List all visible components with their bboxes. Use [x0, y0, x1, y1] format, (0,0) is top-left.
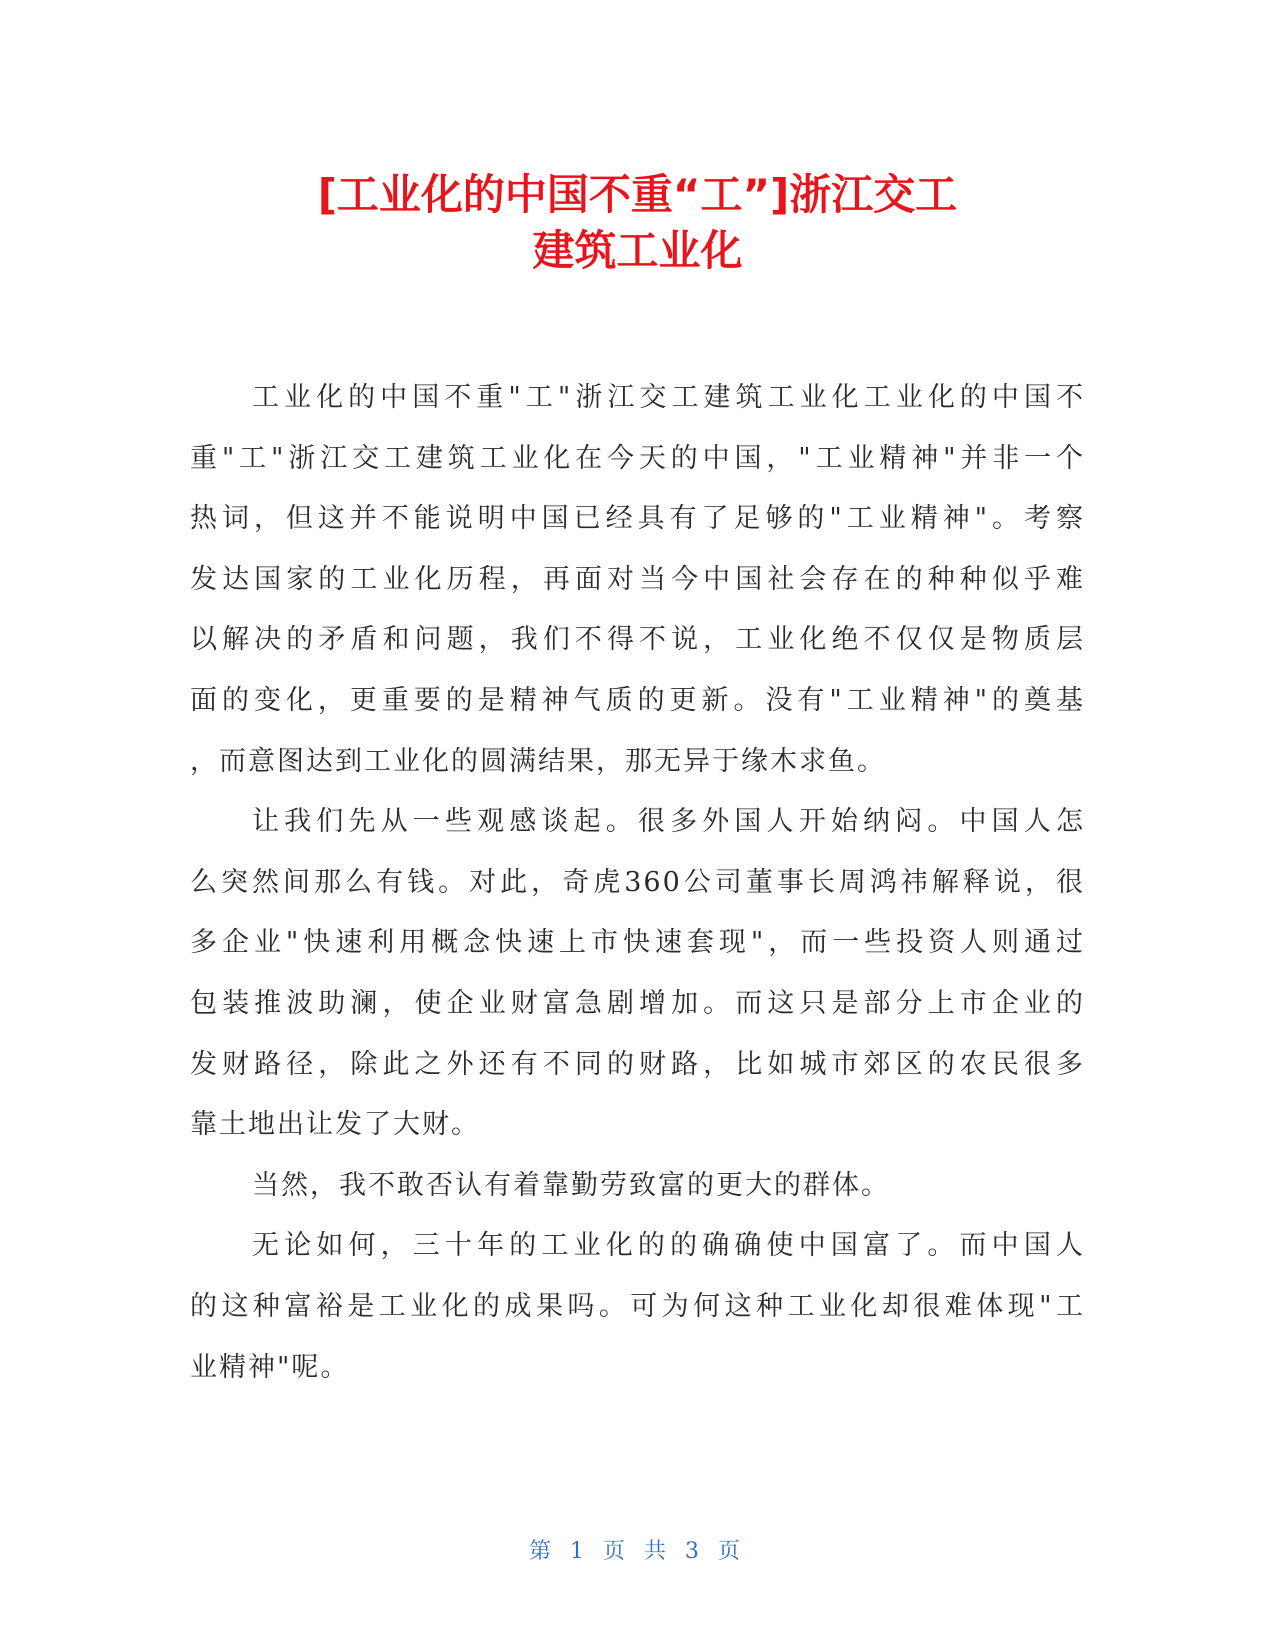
page-number-footer: 第 1 页 共 3 页 — [529, 1539, 746, 1564]
body-line: 重"工"浙江交工建筑工业化在今天的中国，"工业精神"并非一个 — [190, 442, 1085, 474]
body-line: 靠土地出让发了大财。 — [190, 1109, 480, 1141]
body-line: 的这种富裕是工业化的成果吗。可为何这种工业化却很难体现"工 — [190, 1290, 1085, 1322]
body-line: 多企业"快速利用概念快速上市快速套现"，而一些投资人则通过 — [190, 927, 1085, 959]
body-line: 业精神"呢。 — [190, 1351, 350, 1383]
body-line: 发财路径，除此之外还有不同的财路，比如城市郊区的农民很多 — [190, 1048, 1085, 1080]
body-line: 发达国家的工业化历程，再面对当今中国社会存在的种种似乎难 — [190, 563, 1085, 595]
body-line: 以解决的矛盾和问题，我们不得不说，工业化绝不仅仅是物质层 — [190, 624, 1085, 656]
body-line: 无论如何，三十年的工业化的的确确使中国富了。而中国人 — [252, 1230, 1085, 1262]
body-line: 让我们先从一些观感谈起。很多外国人开始纳闷。中国人怎 — [252, 806, 1085, 838]
body-line: 面的变化，更重要的是精神气质的更新。没有"工业精神"的奠基 — [190, 684, 1085, 716]
body-line: 么突然间那么有钱。对此，奇虎360公司董事长周鸿祎解释说，很 — [190, 866, 1085, 898]
body-line: 热词，但这并不能说明中国已经具有了足够的"工业精神"。考察 — [190, 503, 1085, 535]
document-title-line-2: 建筑工业化 — [532, 226, 743, 275]
body-line: 工业化的中国不重"工"浙江交工建筑工业化工业化的中国不 — [252, 382, 1085, 413]
document-body — [190, 368, 1085, 1398]
document-title-line-1: [工业化的中国不重“工”]浙江交工 — [317, 170, 958, 219]
body-line: ，而意图达到工业化的圆满结果，那无异于缘木求鱼。 — [190, 745, 886, 777]
body-line: 当然，我不敢否认有着靠勤劳致富的更大的群体。 — [252, 1169, 890, 1201]
body-line: 包装推波助澜，使企业财富急剧增加。而这只是部分上市企业的 — [190, 987, 1085, 1019]
